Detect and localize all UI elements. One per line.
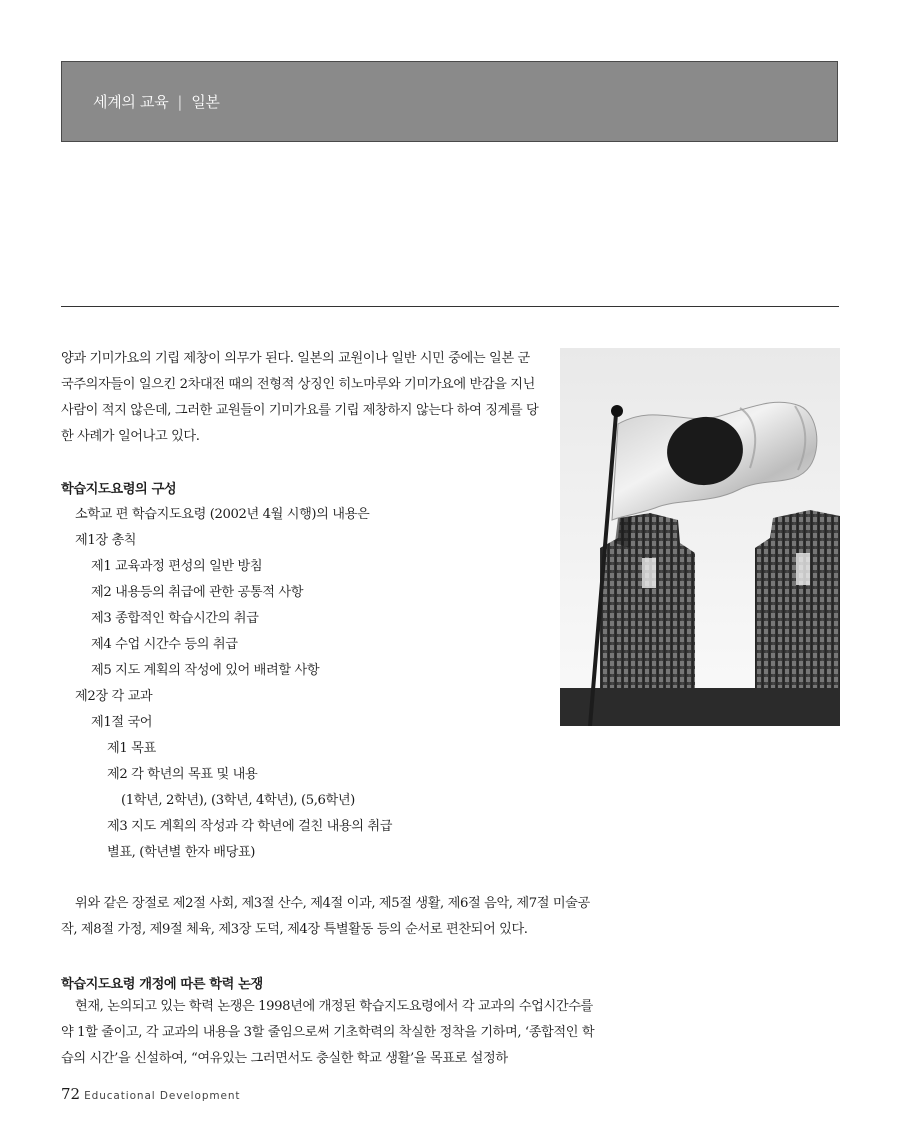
outline-item: 제2장 각 교과 xyxy=(75,689,153,704)
intro-paragraph: 양과 기미가요의 기립 제창이 의무가 된다. 일본의 교원이나 일반 시민 중에는 일본 군국주의자들이 일으킨 2차대전 때의 전형적 상징인 히노마루와 기미가요에 반감을 지닌 사람이 적지 않은데, 그러한 교원들이 기미가요를 기립 제창하지 않는다 하여 징계를 당한 사례가 일어나고 있다. xyxy=(61,351,539,444)
outline-item: 제3 지도 계획의 작성과 각 학년에 걸친 내용의 취급 xyxy=(107,819,393,834)
outline-item: 제1절 국어 xyxy=(91,715,153,730)
page-number: 72 xyxy=(61,1085,81,1103)
outline-item: 제2 각 학년의 목표 및 내용 xyxy=(107,767,258,782)
section1-heading: 학습지도요령의 구성 xyxy=(61,482,177,497)
header-country: 일본 xyxy=(191,93,220,111)
summary-paragraph: 위와 같은 장절로 제2절 사회, 제3절 산수, 제4절 이과, 제5절 생활, 제6절 음악, 제7절 미술공작, 제8절 가정, 제9절 체육, 제3장 도덕, 제4장 특별활동 등의 순서로 편찬되어 있다. xyxy=(61,896,590,937)
outline-item: 별표, (학년별 한자 배당표) xyxy=(107,845,256,860)
outline-item: 제2 내용등의 취급에 관한 공통적 사항 xyxy=(91,585,304,600)
section2-paragraph: 현재, 논의되고 있는 학력 논쟁은 1998년에 개정된 학습지도요령에서 각 교과의 수업시간수를 약 1할 줄이고, 각 교과의 내용을 3할 줄임으로써 기초학력의 착실한 정착을 기하며, ‘종합적인 학습의 시간’을 신설하여, “여유있는 그러면서도 충실한 학교 생활’을 목표로 설정하 xyxy=(61,999,595,1066)
outline-item: 제1 교육과정 편성의 일반 방침 xyxy=(91,559,263,574)
header-section: 세계의 교육 xyxy=(93,93,169,111)
outline-item: 소학교 편 학습지도요령 (2002년 4월 시행)의 내용은 xyxy=(75,507,370,522)
header-bar xyxy=(61,61,838,142)
header-title xyxy=(93,91,220,112)
curriculum-outline xyxy=(61,502,392,866)
outline-item: 제3 종합적인 학습시간의 취급 xyxy=(91,611,259,626)
outline-item: 제4 수업 시간수 등의 취급 xyxy=(91,637,238,652)
outline-item: 제5 지도 계획의 작성에 있어 배려할 사항 xyxy=(91,663,320,678)
section2-heading: 학습지도요령 개정에 따른 학력 논쟁 xyxy=(61,977,263,992)
page-footer xyxy=(61,1085,240,1103)
japan-flag-photo xyxy=(560,348,840,726)
divider-line xyxy=(61,306,839,307)
publication-name: Educational Development xyxy=(84,1090,241,1102)
outline-item: 제1 목표 xyxy=(107,741,156,756)
flag-and-buildings-image xyxy=(560,348,840,726)
outline-item: (1학년, 2학년), (3학년, 4학년), (5,6학년) xyxy=(121,793,355,808)
outline-item: 제1장 총칙 xyxy=(75,533,137,548)
header-separator: | xyxy=(177,93,183,111)
